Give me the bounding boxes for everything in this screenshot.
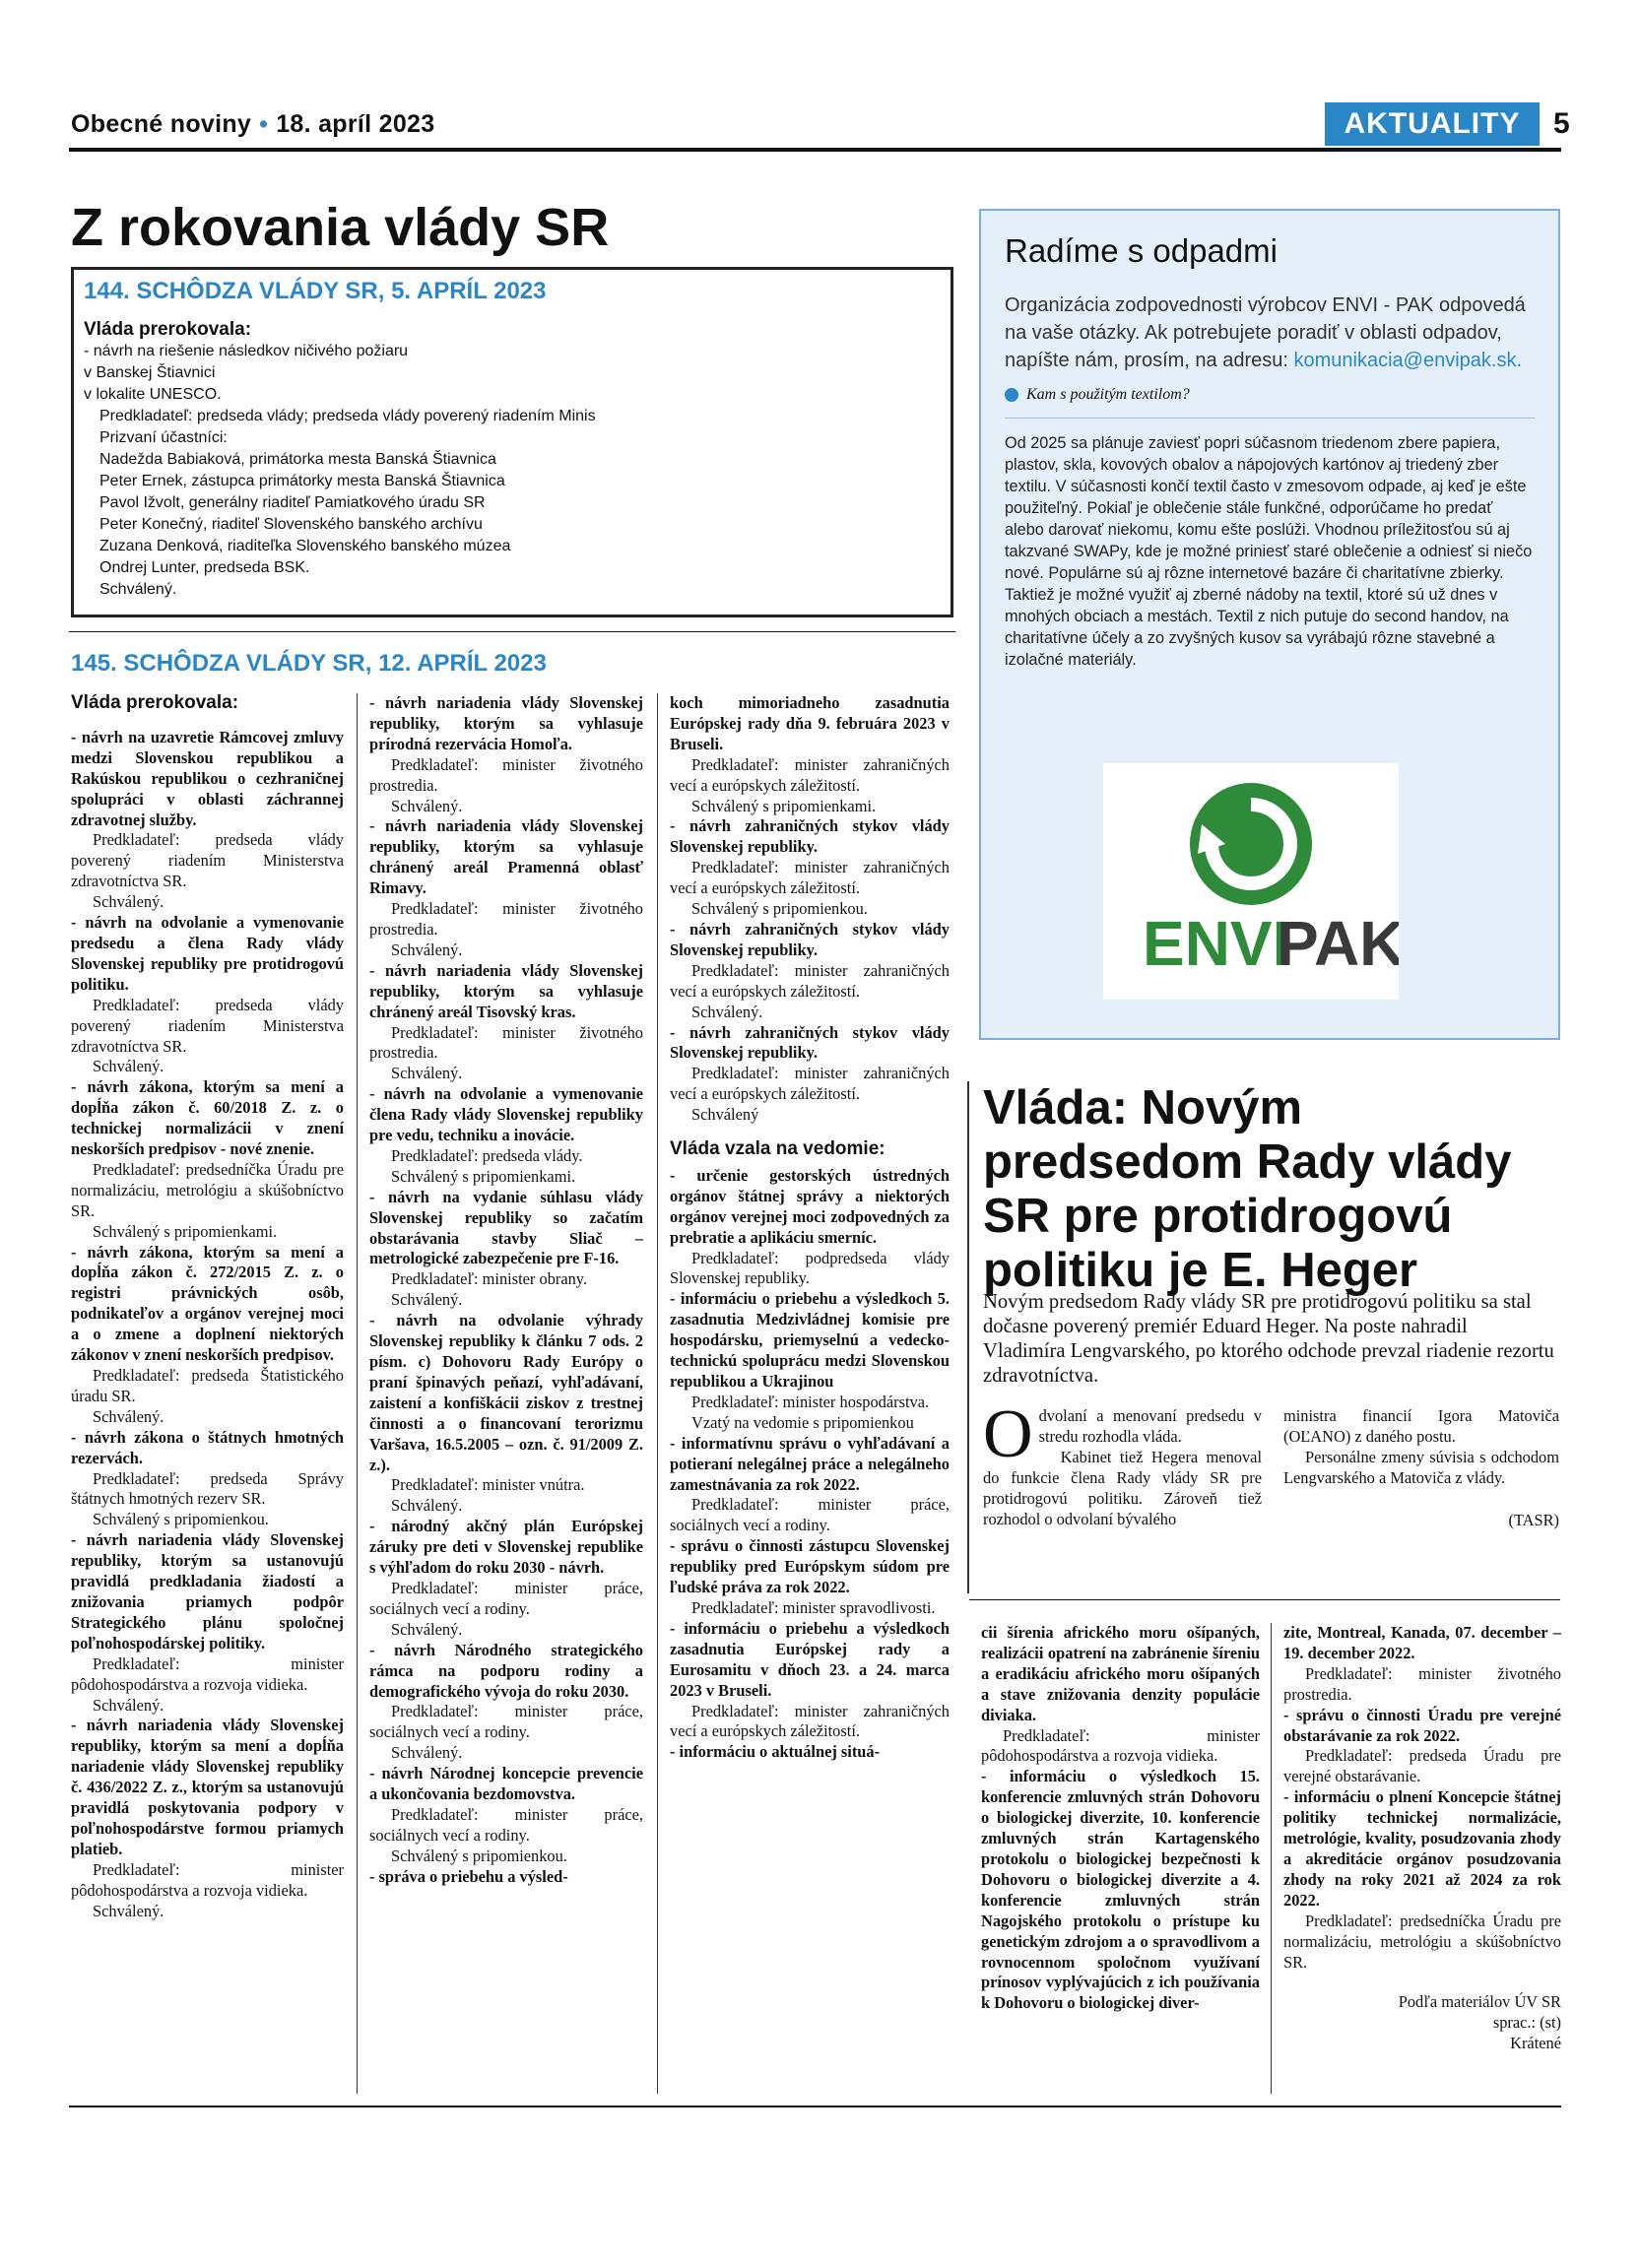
paragraph: - určenie gestorských ústredných orgánov štátnej správy a niektorých orgánov verejnej moci zodpovedných za prebratie a aplikáciu smerníc. (670, 1165, 950, 1247)
paragraph: Predkladateľ: predseda Správy štátnych hmotných rezerv SR. (71, 1468, 344, 1509)
paragraph: - návrh zahraničných stykov vlády Slovenskej republiky. (670, 816, 950, 857)
edit-note: Krátené (1510, 2034, 1561, 2053)
paragraph: Predkladateľ: minister životného prostredia. (369, 899, 643, 939)
paragraph: Schválený. (391, 1064, 463, 1083)
session-144-subhead: Vláda prerokovala: (84, 319, 252, 340)
paragraph: - informáciu o výsledkoch 15. konferencie zmluvných strán Dohovoru o biologickej diverzite, 10. konferencie zmluvných strán Kartagenského protokolu o biologickej bezpečnosti k Dohovoru o biologickej diverzite a 4. konferencie zmluvných strán Nagojského protokolu o prístupe ku genetickým zdrojom a o spravodlivom a rovnocennom spoločnom využívaní prínosov vyplývajúcich z ich používania k Dohovoru o biologickej diver- (981, 1767, 1260, 2013)
paragraph: Predkladateľ: predseda vlády poverený riadením Ministerstva zdravotníctva SR. (71, 830, 344, 891)
question (1005, 386, 1535, 404)
page-number: 5 (1553, 107, 1570, 140)
paragraph: Schválený. (391, 940, 463, 959)
paragraph: Predkladateľ: minister práce, sociálnych vecí a rodiny. (369, 1702, 643, 1742)
paragraph: - návrh nariadenia vlády Slovenskej republiky, ktorým sa vyhlasuje prírodná rezervácia Homoľa. (369, 693, 643, 753)
paragraph: Schválený. (391, 796, 463, 815)
paper-name: Obecné noviny (71, 110, 252, 138)
paragraph: Schválený s pripomienkami. (691, 796, 877, 815)
paragraph: - návrh nariadenia vlády Slovenskej republiky, ktorým sa vyhlasuje chránený areál Pramenná oblasť Rimavy. (369, 816, 643, 898)
column-2 (369, 693, 643, 1888)
column-heading: Vláda prerokovala: (71, 692, 239, 713)
paragraph: - návrh na uzavretie Rámcovej zmluvy medzi Slovenskou republikou a Rakúskou republikou o cezhraničnej spolupráci v oblasti záchrannej zdravotnej služby. (71, 727, 344, 829)
paragraph: Predkladateľ: minister vnútra. (391, 1475, 585, 1495)
paragraph: - návrh na odvolanie a vymenovanie člena Rady vlády Slovenskej republiky pre vedu, techniku a inovácie. (369, 1084, 643, 1145)
column-3-body-2 (670, 1166, 950, 1763)
heger-title: Vláda: Novým predsedom Rady vlády SR pre protidrogovú politiku je E. Heger (983, 1081, 1512, 1297)
column-1-body (71, 728, 344, 1922)
paragraph: - návrh zákona, ktorým sa mení a dopĺňa zákon č. 60/2018 Z. z. o technickej normalizácii v znení neskorších predpisov - nové znenie. (71, 1077, 344, 1159)
paragraph: Predkladateľ: predsedníčka Úradu pre normalizáciu, metrológiu a skúšobníctvo SR. (1283, 1911, 1561, 1972)
paragraph: - návrh Národného strategického rámca na podporu rodiny a demografického vývoja do roku 2030. (369, 1640, 643, 1701)
paragraph: - návrh zahraničných stykov vlády Slovenskej republiky. (670, 919, 950, 959)
paragraph: Schválený. (93, 1901, 164, 1920)
paragraph: Schválený s pripomienkou. (93, 1510, 269, 1529)
issue-date: 18. apríl 2023 (276, 110, 435, 138)
intro-text: Organizácia zodpovednosti výrobcov ENVI - PAK odpovedá na vaše otázky. Ak potrebujete poradiť v oblasti odpadov, napíšte nám, prosím, na adresu: (1005, 294, 1526, 371)
column-2-body (369, 693, 643, 1888)
paragraph: - návrh na odvolanie a vymenovanie predsedu a člena Rady vlády Slovenskej republiky pre protidrogovú politiku. (71, 913, 344, 994)
column-3 (670, 693, 950, 1763)
paragraph: Predkladateľ: minister spravodlivosti. (691, 1597, 936, 1617)
paragraph: - informáciu o plnení Koncepcie štátnej politiky technickej normalizácie, metrológie, kvality, posudzovania zhody a akreditácie orgánov posudzovania zhody na roky 2021 až 2024 za rok 2022. (1283, 1787, 1561, 1910)
paragraph: - správu o činnosti zástupcu Slovenskej republiky pred Európskym súdom pre ľudské práva za rok 2022. (670, 1536, 950, 1597)
paragraph: Predkladateľ: minister pôdohospodárstva a rozvoja vidieka. (981, 1725, 1260, 1766)
heger-text-2: Kabinet tiež Hegera menoval do funkcie člena Rady vlády SR pre protidrogovú politiku. Zároveň tiež rozhodol o odvolaní bývalého (983, 1447, 1262, 1528)
header-rule (69, 148, 1561, 152)
heger-text-3: ministra financií Igora Matoviča (OĽANO) z daného postu. (1283, 1406, 1559, 1446)
paragraph: Predkladateľ: minister zahraničných vecí a európskych záležitostí. (670, 960, 950, 1001)
bullet-icon (1005, 388, 1018, 402)
line: v lokalite UNESCO. (84, 386, 222, 403)
envipak-logo (1103, 763, 1399, 1000)
paragraph: - návrh nariadenia vlády Slovenskej republiky, ktorým sa vyhlasuje chránený areál Tisovský kras. (369, 960, 643, 1021)
paragraph: zite, Montreal, Kanada, 07. december – 19. december 2022. (1283, 1623, 1561, 1662)
paragraph: - informatívnu správu o vyhľadávaní a potieraní nelegálnej práce a nelegálneho zamestnávania za rok 2022. (670, 1433, 950, 1494)
heger-text-1: dvolaní a menovaní predsedu v stredu rozhodla vláda. (1038, 1406, 1262, 1446)
paragraph: Vzatý na vedomie s pripomienkou (691, 1412, 914, 1432)
session-144-lines (84, 341, 941, 601)
paragraph: Predkladateľ: minister práce, sociálnych vecí a rodiny. (369, 1578, 643, 1618)
column-rule (967, 1081, 969, 1593)
heger-lead: Novým predsedom Rady vlády SR pre protidrogovú politiku sa stal dočasne poverený premiér Eduard Heger. Na poste nahradil Vladimíra Lengvarského, po ktorého odchode prevzal riadenie rezortu zdravotníctva. (983, 1291, 1554, 1387)
paragraph: - návrh nariadenia vlády Slovenskej republiky, ktorým sa mení a dopĺňa nariadenie vlády Slovenskej republiky č. 436/2022 Z. z., ktorým sa ustanovujú pravidlá poskytovania podpory v poľnohospodárstve formou priamych platieb. (71, 1716, 344, 1858)
envipak-title: Radíme s odpadmi (1005, 232, 1278, 269)
paragraph: - návrh Národnej koncepcie prevencie a ukončovania bezdomovstva. (369, 1764, 643, 1804)
paragraph: Predkladateľ: podpredseda vlády Slovenskej republiky. (670, 1248, 950, 1288)
paragraph: - správa o priebehu a výsled- (369, 1866, 568, 1886)
paragraph: Schválený. (93, 1406, 164, 1426)
heger-text-4: Personálne zmeny súvisia s odchodom Lengvarského a Matoviča z vlády. (1283, 1447, 1559, 1487)
heger-source: (TASR) (1508, 1510, 1559, 1529)
paragraph: koch mimoriadneho zasadnutia Európskej rady dňa 9. februára 2023 v Bruseli. (670, 693, 950, 753)
paragraph: - návrh zákona o štátnych hmotných rezervách. (71, 1427, 344, 1467)
section-divider (69, 631, 955, 632)
paragraph: Predkladateľ: minister zahraničných vecí a európskych záležitostí. (670, 1701, 950, 1741)
line: Zuzana Denková, riaditeľka Slovenského banského múzea (99, 538, 511, 554)
paragraph: - národný akčný plán Európskej záruky pre deti v Slovenskej republike s výhľadom do roku 2030 - návrh. (369, 1517, 643, 1578)
paragraph: - návrh zahraničných stykov vlády Slovenskej republiky. (670, 1022, 950, 1063)
line: Peter Ernek, zástupca primátorky mesta Banská Štiavnica (99, 473, 505, 489)
paragraph: Schválený. (93, 1057, 164, 1076)
heger-col-2 (1283, 1406, 1559, 1531)
paragraph: Predkladateľ: minister životného prostredia. (369, 754, 643, 795)
paragraph: - informáciu o priebehu a výsledkoch 5. zasadnutia Medzivládnej komisie pre hospodársku, priemyselnú a vedecko-technickú spoluprácu medzi Slovenskou republikou a Ukrajinou (670, 1289, 950, 1391)
paragraph: - informáciu o priebehu a výsledkoch zasadnutia Európskej rady a Eurosamitu v dňoch 23. a 24. marca 2023 v Bruseli. (670, 1618, 950, 1700)
column-1 (71, 693, 344, 1921)
paragraph: Predkladateľ: minister životného prostredia. (1283, 1663, 1561, 1704)
paragraph: Predkladateľ: minister obrany. (391, 1269, 588, 1289)
paragraph: Predkladateľ: predseda vlády. (391, 1145, 583, 1165)
paragraph: Schválený. (691, 1002, 763, 1021)
paragraph: Schválený. (93, 892, 164, 912)
paragraph: Schválený s pripomienkou. (691, 899, 868, 919)
line: Prizvaní účastníci: (99, 429, 228, 446)
footer-rule (69, 2106, 1561, 2107)
paragraph: Predkladateľ: minister zahraničných vecí a európskych záležitostí. (670, 1064, 950, 1104)
logo-text-pak: PAK (1277, 908, 1399, 979)
paragraph: Predkladateľ: minister zahraničných vecí a európskych záležitostí. (670, 754, 950, 795)
logo-text-envi: ENVI (1143, 908, 1290, 979)
heger-col-1 (983, 1396, 1262, 1529)
line: v Banskej Štiavnici (84, 364, 216, 381)
paragraph: - návrh zákona, ktorým sa mení a dopĺňa zákon č. 272/2015 Z. z. o registri právnických osôb, podnikateľov a orgánov verejnej moci a o zmene a doplnení niektorých zákonov v znení neskorších predpisov. (71, 1242, 344, 1365)
column-rule (1271, 1623, 1272, 2094)
paragraph: Schválený. (391, 1290, 463, 1310)
session-144-heading: 144. SCHÔDZA VLÁDY SR, 5. APRÍL 2023 (84, 278, 547, 304)
source-line: Podľa materiálov ÚV SR (1398, 1992, 1561, 2012)
paragraph: Schválený s pripomienkami. (93, 1221, 278, 1241)
line: Nadežda Babiaková, primátorka mesta Banská Štiavnica (99, 451, 496, 468)
column-5-body (1283, 1623, 1561, 1973)
paragraph: cii šírenia afrického moru ošípaných, realizácii opatrení na zabránenie šíreniu a eradikáciu afrického moru ošípaných a stave znižovania denzity populácie diviaka. (981, 1623, 1260, 1724)
paragraph: Predkladateľ: predsedníčka Úradu pre normalizáciu, metrológiu a skúšobníctvo SR. (71, 1159, 344, 1220)
paragraph: Predkladateľ: predseda Štatistického úradu SR. (71, 1366, 344, 1405)
paragraph: Predkladateľ: predseda Úradu pre verejné obstarávanie. (1283, 1746, 1561, 1786)
recycle-icon (1103, 763, 1399, 1000)
paragraph: Predkladateľ: minister životného prostredia. (369, 1022, 643, 1063)
page-title: Z rokovania vlády SR (71, 198, 610, 257)
paragraph: Predkladateľ: minister hospodárstva. (691, 1392, 930, 1411)
heger-bottom-rule (969, 1599, 1560, 1600)
paragraph: Schválený. (93, 1695, 164, 1715)
paragraph: Schválený. (391, 1743, 463, 1763)
column-4 (981, 1623, 1260, 2014)
column-heading: Vláda vzala na vedomie: (670, 1138, 886, 1160)
paragraph: Predkladateľ: minister práce, sociálnych vecí a rodiny. (670, 1495, 950, 1535)
session-144-box (71, 267, 953, 617)
line: - návrh na riešenie následkov ničivého požiaru (84, 343, 409, 359)
paragraph: Predkladateľ: minister zahraničných vecí a európskych záležitostí. (670, 858, 950, 898)
paragraph: - návrh na vydanie súhlasu vlády Slovenskej republiky so začatím obstarávania stavby Sliač – metrologické zabezpečenie pre F-16. (369, 1187, 643, 1268)
envipak-answer: Od 2025 sa plánuje zaviesť popri súčasnom triedenom zbere papiera, plastov, skla, kovových obalov a nápojových kartónov aj triedený zber textilu. V súčasnosti končí textil často v zmesovom odpade, aj keď je ešte použiteľný. Pokiaľ je oblečenie stále funkčné, odporúčame ho predať alebo darovať niekomu, komu ešte poslúži. Vhodnou príležitosťou sú aj takzvané SWAPy, kde je možné priniesť staré oblečenie a odniesť si niečo nové. Populárne sú aj rôzne internetové bazáre či charitatívne zbierky. Taktiež je možné využiť aj zberné nádoby na textil, ktoré sú už dnes v mnohých obciach a mestách. Textil z nich putuje do second handov, na charitatívne účely a zo zvyšných kusov sa vyrábajú rôzne stavebné a izolačné materiály. (1005, 418, 1535, 671)
column-3-body (670, 693, 950, 1126)
question-text: Kam s použitým textilom? (1026, 386, 1190, 403)
column-4-body (981, 1623, 1260, 2014)
paragraph: Predkladateľ: minister práce, sociálnych vecí a rodiny. (369, 1804, 643, 1845)
paragraph: Predkladateľ: minister pôdohospodárstva a rozvoja vidieka. (71, 1859, 344, 1900)
byline: sprac.: (st) (1492, 2013, 1561, 2033)
paragraph: Predkladateľ: minister pôdohospodárstva a rozvoja vidieka. (71, 1653, 344, 1694)
line: Peter Konečný, riaditeľ Slovenského banského archívu (99, 516, 483, 533)
paragraph: Schválený s pripomienkou. (391, 1846, 567, 1865)
page-header (71, 110, 434, 139)
column-rule (357, 693, 358, 2094)
column-rule (657, 693, 658, 2094)
paragraph: Schválený. (391, 1619, 463, 1639)
line: Predkladateľ: predseda vlády; predseda vlády poverený riadením Minis (99, 408, 596, 424)
separator-dot: • (259, 110, 269, 138)
paragraph: - informáciu o aktuálnej situá- (670, 1742, 881, 1762)
paragraph: - návrh na odvolanie výhrady Slovenskej republiky k článku 7 ods. 2 písm. c) Dohovoru Rady Európy o praní špinavých peňazí, vyhľadávaní, zaistení a konfiškácii ziskov z trestnej činnosti a o financovaní terorizmu Varšava, 16.5.2005 – ozn. č. 91/2009 Z. z.). (369, 1311, 643, 1474)
paragraph: - správu o činnosti Úradu pre verejné obstarávanie za rok 2022. (1283, 1705, 1561, 1745)
paragraph: - návrh nariadenia vlády Slovenskej republiky, ktorým sa ustanovujú pravidlá predkladania žiadostí a znižovania priamych podpôr Strategického plánu spoločnej poľnohospodárskej politiky. (71, 1530, 344, 1652)
line: Ondrej Lunter, predseda BSK. (99, 559, 310, 576)
paragraph: Schválený s pripomienkami. (391, 1166, 576, 1186)
envipak-intro (1005, 292, 1535, 374)
section-label: AKTUALITY (1325, 102, 1540, 146)
column-5 (1283, 1623, 1561, 2054)
line: Schválený. (99, 581, 177, 598)
session-145-heading: 145. SCHÔDZA VLÁDY SR, 12. APRÍL 2023 (71, 650, 547, 677)
line: Pavol Ižvolt, generálny riaditeľ Pamiatkového úradu SR (99, 494, 486, 511)
paragraph: Predkladateľ: predseda vlády poverený riadením Ministerstva zdravotníctva SR. (71, 995, 344, 1056)
drop-cap: O (983, 1396, 1033, 1472)
paragraph: Schválený. (391, 1496, 463, 1516)
paragraph: Schválený (691, 1105, 759, 1125)
envipak-email-link[interactable]: komunikacia@envipak.sk. (1293, 350, 1523, 371)
